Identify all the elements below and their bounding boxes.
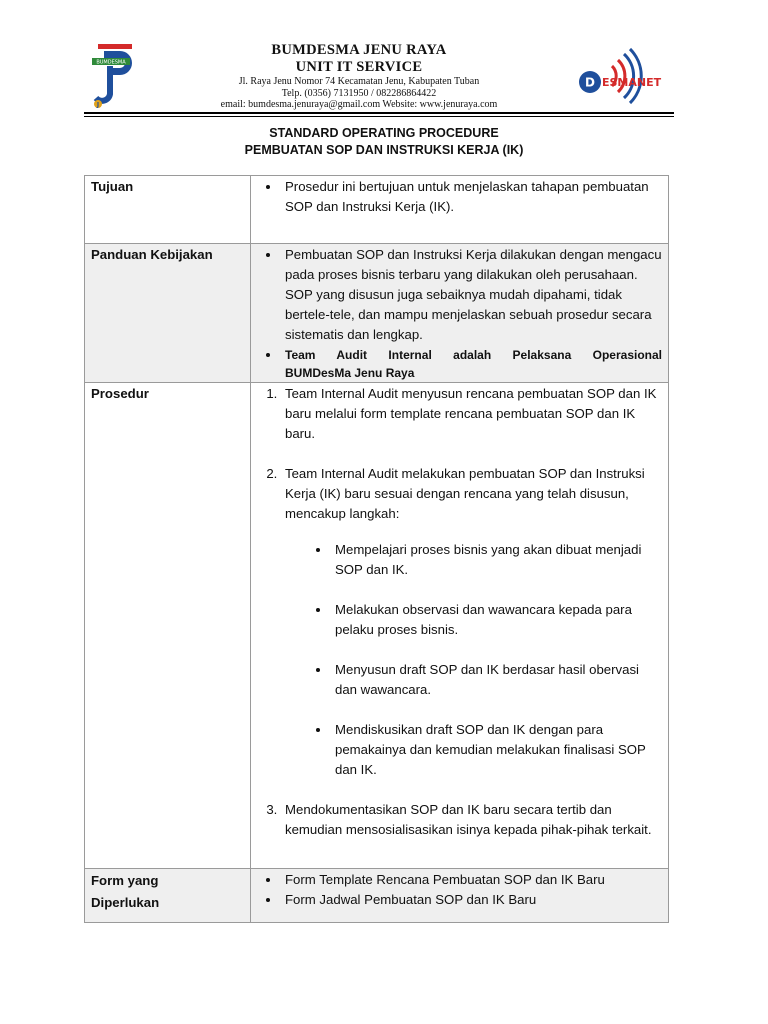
panduan-list <box>257 245 662 382</box>
form-item: • Form Template Rencana Pembuatan SOP dan IK Baru <box>281 870 662 890</box>
content-panduan <box>251 244 669 383</box>
row-form <box>85 869 669 923</box>
tujuan-list <box>257 177 662 217</box>
panduan-item-2 <box>281 345 662 382</box>
row-panduan <box>85 244 669 383</box>
address: Jl. Raya Jenu Nomor 74 Kecamatan Jenu, Kabupaten Tuban <box>238 76 480 87</box>
svg-text:D: D <box>585 75 595 90</box>
label-form-line-1: Form yang <box>91 873 159 888</box>
panduan-item-2-line-2: BUMDesMa Jenu Raya <box>285 366 415 380</box>
letterhead-text <box>144 42 574 111</box>
row-tujuan <box>85 176 669 244</box>
content-tujuan <box>251 176 669 244</box>
panduan-item-2-line-1: • Team Audit Internal adalah Pelaksana Operasional <box>285 348 662 362</box>
svg-text:BUMDESMA: BUMDESMA <box>96 59 126 66</box>
tujuan-item: • Prosedur ini bertujuan untuk menjelaskan tahapan pembuatan SOP dan Instruksi Kerja (IK). <box>281 177 662 217</box>
letterhead-rule-thin <box>84 116 674 117</box>
prosedur-substeps <box>285 540 662 780</box>
form-item: • Form Jadwal Pembuatan SOP dan IK Baru <box>281 890 662 910</box>
prosedur-step-2 <box>281 464 662 780</box>
label-form <box>85 869 251 923</box>
document-title <box>84 125 684 159</box>
label-prosedur: Prosedur <box>85 383 251 869</box>
phone: Telp. (0356) 7131950 / 082286864422 <box>281 87 437 99</box>
substep-item: • Menyusun draft SOP dan IK berdasar hasil obervasi dan wawancara. <box>331 660 662 700</box>
label-tujuan: Tujuan <box>85 176 251 244</box>
content-form <box>251 869 669 923</box>
org-name: BUMDESMA JENU RAYA <box>271 42 447 58</box>
label-panduan: Panduan Kebijakan <box>85 244 251 383</box>
sop-table <box>84 175 669 923</box>
letterhead <box>84 36 674 114</box>
content-prosedur <box>251 383 669 869</box>
title-line-2: PEMBUATAN SOP DAN INSTRUKSI KERJA (IK) <box>244 143 524 157</box>
panduan-item-1: • Pembuatan SOP dan Instruksi Kerja dilakukan dengan mengacu pada proses bisnis terbaru yang dilakukan oleh perusahaan. SOP yang disusun juga sebaiknya mudah dipahami, tidak bertele-tele, dan mampu menjelaskan sebuah prosedur secara sistematis dan lengkap. <box>281 245 662 345</box>
svg-text:J: J <box>96 101 100 109</box>
title-line-1: STANDARD OPERATING PROCEDURE <box>269 126 499 140</box>
row-prosedur <box>85 383 669 869</box>
bumdesma-logo <box>90 42 142 110</box>
email-website: email: bumdesma.jenuraya@gmail.com Website: www.jenuraya.com <box>220 99 498 110</box>
form-list <box>257 870 662 910</box>
label-form-line-2: Diperlukan <box>91 895 160 910</box>
desmanet-logo <box>572 46 664 112</box>
prosedur-step-2-text: Team Internal Audit melakukan pembuatan SOP dan Instruksi Kerja (IK) baru sesuai dengan rencana yang telah disusun, mencakup langkah: <box>285 466 645 521</box>
prosedur-steps <box>257 384 662 840</box>
letterhead-rule <box>84 112 674 114</box>
unit-name: UNIT IT SERVICE <box>295 59 423 75</box>
prosedur-step-3: 3. Mendokumentasikan SOP dan IK baru secara tertib dan kemudian mensosialisasikan isinya kepada pihak-pihak terkait. <box>281 800 662 840</box>
prosedur-step-1: 1. Team Internal Audit menyusun rencana pembuatan SOP dan IK baru melalui form template rencana pembuatan SOP dan IK baru. <box>281 384 662 444</box>
substep-item: • Melakukan observasi dan wawancara kepada para pelaku proses bisnis. <box>331 600 662 640</box>
svg-text:ESMANET: ESMANET <box>602 76 662 89</box>
substep-item: • Mendiskusikan draft SOP dan IK dengan para pemakainya dan kemudian melakukan finalisasi SOP dan IK. <box>331 720 662 780</box>
substep-item: • Mempelajari proses bisnis yang akan dibuat menjadi SOP dan IK. <box>331 540 662 580</box>
